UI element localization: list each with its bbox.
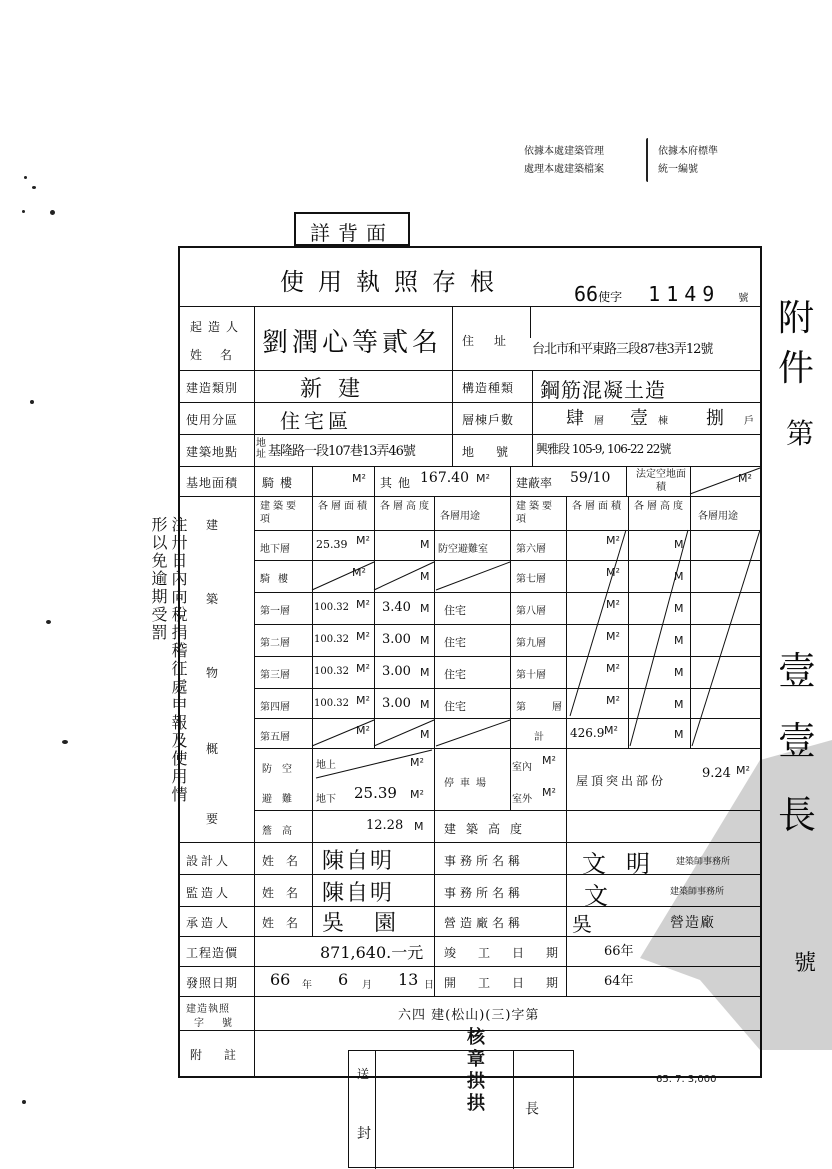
supervisor-office-label: 事務所名稱 xyxy=(444,886,525,900)
shelter-above: 地上 xyxy=(316,760,336,771)
back-label: 詳背面 xyxy=(310,221,394,245)
table-row-area-unit: M² xyxy=(356,630,370,643)
notes-label: 附註 xyxy=(190,1048,259,1062)
table-row-height: 3.40 xyxy=(382,600,411,615)
cost-label: 工程造價 xyxy=(186,946,239,960)
permit-number-prefix: 66 xyxy=(574,282,599,306)
issue-year: 66 xyxy=(270,970,291,989)
structure-label: 構造種類 xyxy=(462,381,515,395)
total-value: 426.9 xyxy=(570,726,605,740)
parking-outdoor-unit: M² xyxy=(542,786,556,799)
form-title: 使用執照存根 xyxy=(280,268,508,296)
table-row-area-unit: M² xyxy=(356,724,370,737)
contractor-company: 吳 xyxy=(572,912,592,936)
contractor-name: 吳園 xyxy=(322,911,427,936)
zoning-value: 住宅區 xyxy=(280,409,352,433)
buildings-unit: 棟 xyxy=(658,416,668,427)
table-row-use: 住宅 xyxy=(444,668,466,681)
permit-number-word: 使字 xyxy=(598,290,623,304)
table-row-name: 第六層 xyxy=(516,544,546,555)
designer-office: 文明 xyxy=(582,850,670,878)
start-date-value: 64年 xyxy=(604,974,634,989)
category-label: 建造類別 xyxy=(186,381,239,395)
table-row-name: 第 層 xyxy=(516,702,570,713)
start-date-label: 開工日期 xyxy=(444,976,581,990)
roof-projection-label: 屋頂突出部份 xyxy=(576,774,667,788)
table-row-height: 3.00 xyxy=(382,664,411,679)
parking-indoor: 室內 xyxy=(512,762,532,773)
address-value: 台北市和平東路三段87巷3弄12號 xyxy=(532,342,713,357)
header-stamp-right2: 統一編號 xyxy=(658,164,698,175)
applicant-label-b: 姓名 xyxy=(190,348,251,362)
col-head-height-right: 各層高度 xyxy=(634,501,686,512)
contractor-name-label: 姓名 xyxy=(262,916,311,930)
right-edge-char: 件 xyxy=(778,348,815,389)
table-row-name: 騎樓 xyxy=(260,574,296,585)
eaves-value: 12.28 xyxy=(366,818,404,833)
structure-value: 鋼筋混凝土造 xyxy=(540,378,666,402)
table-row-height-unit: M xyxy=(674,666,684,679)
designer-office-suffix: 建築師事務所 xyxy=(676,857,731,867)
table-row-height: 3.00 xyxy=(382,632,411,647)
table-row-height-unit: M xyxy=(420,538,430,551)
table-row-area: 100.32 xyxy=(314,634,349,645)
building-permit-label-a: 建造執照 xyxy=(186,1004,230,1015)
table-row-height-unit: M xyxy=(420,698,430,711)
floors-label: 層棟戶數 xyxy=(462,413,515,427)
building-permit-text: 六四 建(松山)(三)字第 xyxy=(398,1008,540,1023)
table-row-area: 100.32 xyxy=(314,698,349,709)
table-row-area-unit: M² xyxy=(356,534,370,547)
col-head-height-left: 各層高度 xyxy=(380,501,432,512)
table-row-area-unit: M² xyxy=(352,566,366,579)
table-row-name: 第五層 xyxy=(260,732,290,743)
building-summary-label-5: 要 xyxy=(206,812,221,826)
lot-label: 地號 xyxy=(462,445,531,459)
parking-label: 停車場 xyxy=(444,778,492,789)
table-row-use: 住宅 xyxy=(444,636,466,649)
supervisor-label: 監造人 xyxy=(186,886,232,900)
col-head-item-right: 建築要項 xyxy=(516,501,555,525)
table-row-use: 住宅 xyxy=(444,700,466,713)
issue-date-label: 發照日期 xyxy=(186,976,239,990)
table-row-name: 第四層 xyxy=(260,702,290,713)
shelter-label-b: 避難 xyxy=(262,794,302,805)
supervisor-office-suffix: 建築師事務所 xyxy=(670,887,725,897)
site-area-label: 基地面積 xyxy=(186,476,239,490)
address-label-a: 住址 xyxy=(462,334,527,348)
coverage-label: 建蔽率 xyxy=(516,476,553,490)
approval-stamp-right: 長 xyxy=(523,1101,539,1115)
table-row-use: 住宅 xyxy=(444,604,466,617)
approval-stamp-mid: 核章拱拱 xyxy=(464,1027,485,1115)
designer-name: 陳自明 xyxy=(322,849,395,874)
designer-name-label: 姓名 xyxy=(262,854,311,868)
supervisor-name: 陳自明 xyxy=(322,881,395,906)
table-row-area-unit: M² xyxy=(356,598,370,611)
roof-projection-value: 9.24 xyxy=(702,766,731,781)
contractor-label: 承造人 xyxy=(186,916,232,930)
building-summary-label-2: 築 xyxy=(206,592,221,606)
site-address-value: 基隆路一段107巷13弄46號 xyxy=(268,444,415,459)
site-address-tag: 地址 xyxy=(256,438,266,460)
table-row-height-unit: M xyxy=(674,698,684,711)
applicant-label-a: 起造人 xyxy=(190,320,245,334)
right-edge-char: 附 xyxy=(778,298,815,339)
table-row-area-unit: M² xyxy=(356,694,370,707)
arcade-unit: M² xyxy=(352,472,366,485)
buildings-value: 壹 xyxy=(630,408,648,429)
total-label: 計 xyxy=(534,732,544,743)
table-row-name: 第十層 xyxy=(516,670,546,681)
designer-office-label: 事務所名稱 xyxy=(444,854,525,868)
parking-outdoor: 室外 xyxy=(512,794,532,805)
supervisor-office: 文 xyxy=(584,882,608,910)
table-row-name: 第一層 xyxy=(260,606,290,617)
header-stamp-line1: 依據本處建築管理 xyxy=(524,146,604,157)
table-row-height-unit: M xyxy=(420,728,430,741)
eaves-label: 簷高 xyxy=(262,826,302,837)
completion-value: 66年 xyxy=(604,944,634,959)
table-row-height: 3.00 xyxy=(382,696,411,711)
table-row-area-unit: M² xyxy=(606,630,620,643)
other-label: 其他 xyxy=(380,476,417,490)
arcade-label: 騎樓 xyxy=(262,476,299,490)
print-code: 65. 7. 3,000 xyxy=(656,1074,717,1085)
header-stamp-right1: 依據本府標準 xyxy=(658,146,718,157)
right-edge-char: 第 xyxy=(786,417,815,450)
coverage-value: 59/10 xyxy=(570,470,611,486)
table-row-name: 第八層 xyxy=(516,606,546,617)
table-row-area-unit: M² xyxy=(606,534,620,547)
table-row-area: 100.32 xyxy=(314,666,349,677)
col-head-area-right: 各層面積 xyxy=(572,501,624,512)
table-row-height-unit: M xyxy=(674,570,684,583)
zoning-label: 使用分區 xyxy=(186,413,239,427)
col-head-area-left: 各層面積 xyxy=(318,501,370,512)
table-row-height-unit: M xyxy=(420,570,430,583)
site-label: 建築地點 xyxy=(186,445,239,459)
table-row-height-unit: M xyxy=(674,538,684,551)
table-row-area-unit: M² xyxy=(356,662,370,675)
lot-value: 興雅段 105-9, 106-22 22號 xyxy=(536,442,671,456)
building-summary-label-4: 概 xyxy=(206,742,221,756)
table-row-area-unit: M² xyxy=(606,694,620,707)
units-value: 捌 xyxy=(706,408,724,429)
table-row-use: 防空避難室 xyxy=(438,544,488,555)
right-edge-char: 壹 xyxy=(778,649,817,693)
building-summary-label-3: 物 xyxy=(206,666,221,680)
col-head-item-left: 建築要項 xyxy=(260,501,299,525)
table-row-height-unit: M xyxy=(674,602,684,615)
issue-month-unit: 月 xyxy=(362,980,372,991)
other-area-value: 167.40 xyxy=(420,470,469,486)
table-row-height-unit: M xyxy=(420,602,430,615)
completion-label: 竣工日期 xyxy=(444,946,581,960)
total-height-unit: M xyxy=(674,728,684,741)
eaves-unit: M xyxy=(414,820,424,833)
table-row-name: 地下層 xyxy=(260,544,290,555)
issue-day: 13 xyxy=(398,970,419,989)
header-stamp-line2: 處理本處建築檔案 xyxy=(524,164,604,175)
table-row-name: 第二層 xyxy=(260,638,290,649)
supervisor-name-label: 姓名 xyxy=(262,886,311,900)
shelter-below-unit: M² xyxy=(410,788,424,801)
floors-value: 肆 xyxy=(566,408,584,429)
building-height-label: 建築高度 xyxy=(444,822,533,836)
permit-number-value: 1149 xyxy=(648,282,721,306)
total-unit: M² xyxy=(604,724,618,737)
col-head-use-right: 各層用途 xyxy=(698,511,738,522)
left-margin-note: 注卅日內向稅捐稽征處申報及使用情形以免逾期受罰 xyxy=(149,516,188,804)
table-row-height-unit: M xyxy=(420,634,430,647)
applicant-name: 劉潤心等貳名 xyxy=(262,328,443,358)
table-row-name: 第七層 xyxy=(516,574,546,585)
approval-stamp-left: 送 xyxy=(357,1067,370,1081)
contractor-company-suffix: 營造廠 xyxy=(670,915,715,931)
building-summary-label-1: 建 xyxy=(206,518,221,532)
issue-month: 6 xyxy=(338,970,349,989)
building-permit-label-b: 字號 xyxy=(194,1018,250,1029)
approval-stamp-left2: 封 xyxy=(357,1126,371,1142)
floors-unit: 層 xyxy=(594,416,604,427)
table-row-area: 25.39 xyxy=(316,538,348,551)
table-row-area-unit: M² xyxy=(606,566,620,579)
shelter-label-a: 防空 xyxy=(262,764,302,775)
table-row-name: 第三層 xyxy=(260,670,290,681)
open-space-unit: M² xyxy=(738,472,752,485)
issue-year-unit: 年 xyxy=(302,980,312,991)
contractor-company-label: 營造廠名稱 xyxy=(444,916,525,930)
units-unit: 戶 xyxy=(744,416,754,427)
category-value: 新建 xyxy=(300,377,377,402)
issue-day-unit: 日 xyxy=(424,980,434,991)
cost-value: 871,640.一元 xyxy=(320,943,424,962)
table-row-height-unit: M xyxy=(674,634,684,647)
other-area-unit: M² xyxy=(476,472,490,485)
designer-label: 設計人 xyxy=(186,854,232,868)
table-row-height-unit: M xyxy=(420,666,430,679)
table-row-area: 100.32 xyxy=(314,602,349,613)
table-row-area-unit: M² xyxy=(606,598,620,611)
permit-number-suffix: 號 xyxy=(738,293,749,304)
shelter-above-unit: M² xyxy=(410,756,424,769)
parking-indoor-unit: M² xyxy=(542,754,556,767)
col-head-use-left: 各層用途 xyxy=(440,511,480,522)
shelter-below-value: 25.39 xyxy=(354,784,397,802)
right-edge-char: 長 xyxy=(778,793,817,837)
table-row-name: 第九層 xyxy=(516,638,546,649)
roof-projection-unit: M² xyxy=(736,764,750,777)
right-edge-char: 號 xyxy=(794,951,817,976)
right-edge-char: 壹 xyxy=(778,719,817,763)
table-row-area-unit: M² xyxy=(606,662,620,675)
shelter-below: 地下 xyxy=(316,794,336,805)
open-space-label: 法定空地面積 xyxy=(636,469,686,493)
